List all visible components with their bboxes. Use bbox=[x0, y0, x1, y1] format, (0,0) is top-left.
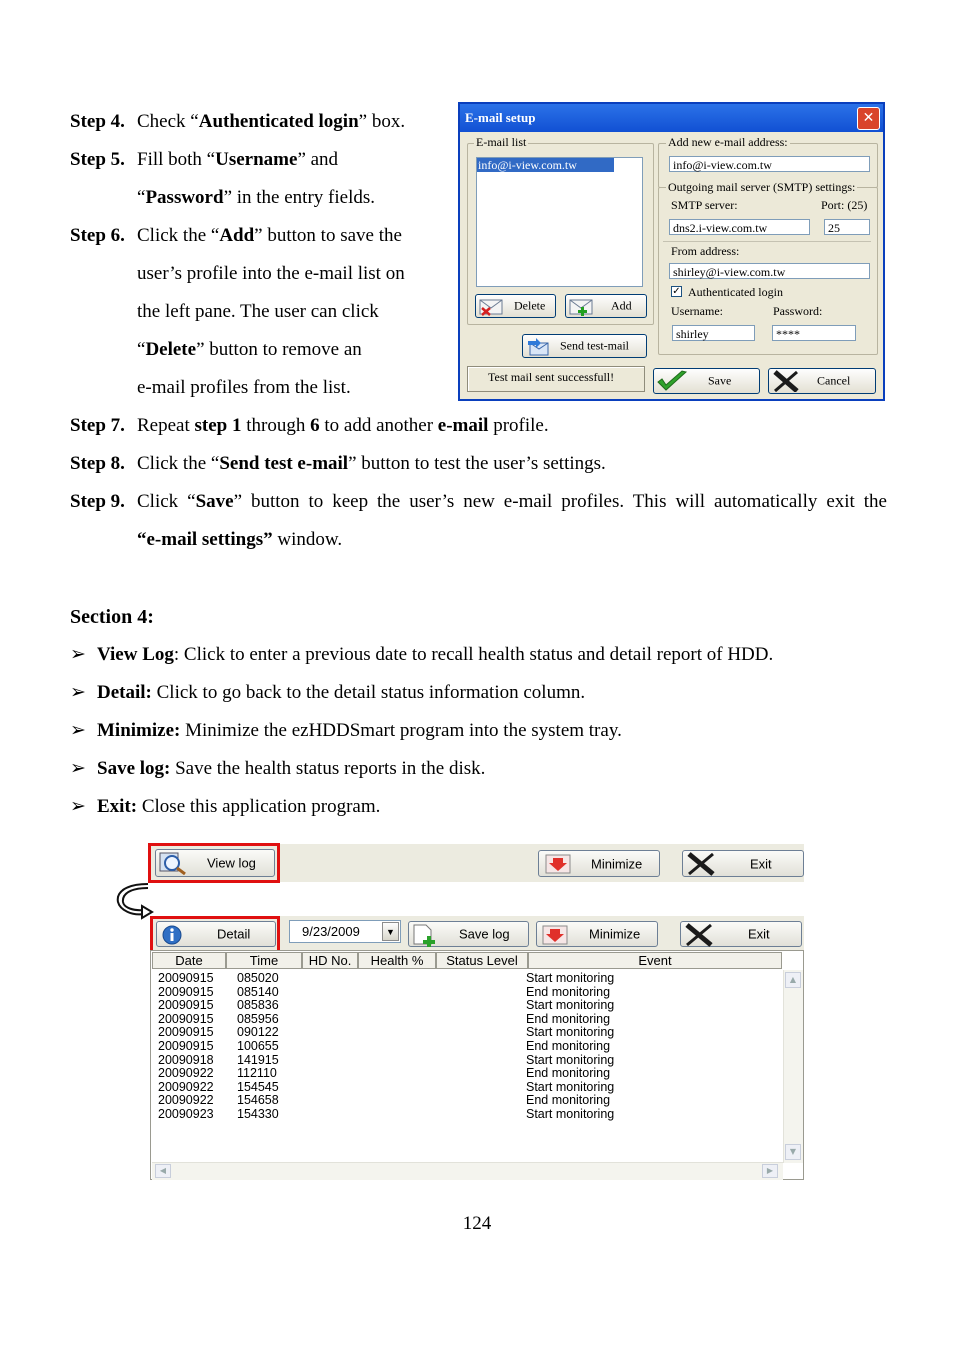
column-header-event[interactable]: Event bbox=[528, 952, 782, 969]
cell-date: 20090922 bbox=[158, 1066, 214, 1081]
cell-event: End monitoring bbox=[526, 1011, 611, 1026]
cell-date: 20090923 bbox=[158, 1107, 214, 1121]
cell-event: Start monitoring bbox=[526, 971, 615, 985]
divider bbox=[663, 241, 871, 242]
delete-button[interactable]: Delete bbox=[475, 294, 556, 318]
step-8: Step 8. Click the “Send test e-mail” button to test the user’s settings. bbox=[70, 453, 606, 474]
cell-date: 20090915 bbox=[158, 1039, 214, 1053]
cell-date: 20090915 bbox=[158, 998, 214, 1013]
cell-date: 20090915 bbox=[158, 1025, 214, 1040]
status-box: Test mail sent successfull! bbox=[467, 366, 645, 392]
step-6-line5: e-mail profiles from the list. bbox=[137, 377, 351, 398]
cell-time: 085956 bbox=[237, 1011, 279, 1026]
close-icon[interactable]: ✕ bbox=[857, 107, 880, 130]
cell-time: 112110 bbox=[237, 1066, 277, 1081]
from-address-field[interactable]: shirley@i-view.com.tw bbox=[669, 263, 870, 279]
step-9: Step 9. Click “Save” button to keep the user’s new e-mail profiles. This will automatically exit the bbox=[70, 491, 887, 512]
email-setup-dialog bbox=[458, 102, 885, 401]
smtp-server-label: SMTP server: bbox=[671, 198, 738, 212]
date-dropdown[interactable]: 9/23/2009 ▼ bbox=[289, 920, 401, 943]
save-button[interactable]: Save bbox=[653, 368, 760, 394]
password-field[interactable]: **** bbox=[772, 325, 856, 341]
cell-date: 20090918 bbox=[158, 1052, 214, 1067]
down-arrow-icon bbox=[545, 854, 571, 874]
cancel-button[interactable]: Cancel bbox=[768, 368, 876, 394]
bullet-exit: ➢ Exit: Close this application program. bbox=[70, 796, 381, 817]
cell-time: 100655 bbox=[237, 1039, 279, 1053]
cross-icon bbox=[683, 923, 715, 947]
cell-event: Start monitoring bbox=[526, 1052, 615, 1067]
vertical-scrollbar[interactable] bbox=[783, 970, 803, 1163]
scroll-left-icon[interactable]: ◀ bbox=[155, 1164, 171, 1178]
cell-event: Start monitoring bbox=[526, 1025, 615, 1040]
step-5-cont: “Password” in the entry fields. bbox=[137, 187, 375, 208]
horizontal-scrollbar[interactable] bbox=[152, 1162, 783, 1180]
cell-date: 20090915 bbox=[158, 984, 214, 999]
bullet-detail: ➢ Detail: Click to go back to the detail status information column. bbox=[70, 682, 586, 703]
view-log-button[interactable]: View log bbox=[155, 849, 275, 877]
step-6-line3: the left pane. The user can click bbox=[137, 301, 379, 322]
cell-time: 085020 bbox=[237, 971, 279, 985]
minimize-button[interactable]: Minimize bbox=[538, 850, 660, 877]
column-header-date[interactable]: Date bbox=[152, 952, 226, 969]
exit-button[interactable]: Exit bbox=[682, 850, 804, 877]
username-field[interactable]: shirley bbox=[672, 325, 755, 341]
envelope-add-icon bbox=[569, 298, 595, 316]
port-label: Port: (25) bbox=[821, 198, 868, 212]
cell-time: 154545 bbox=[237, 1079, 279, 1094]
cell-event: End monitoring bbox=[526, 984, 611, 999]
column-header-time[interactable]: Time bbox=[226, 952, 302, 969]
cell-event: End monitoring bbox=[526, 1039, 611, 1053]
email-list[interactable] bbox=[476, 157, 643, 287]
column-header-hd-no[interactable]: HD No. bbox=[302, 952, 358, 969]
cell-event: Start monitoring bbox=[526, 1107, 615, 1121]
scroll-up-icon[interactable]: ▲ bbox=[785, 972, 801, 988]
cross-icon bbox=[771, 370, 803, 392]
step-5: Step 5. Fill both “Username” and bbox=[70, 149, 339, 170]
smtp-group-label: Outgoing mail server (SMTP) settings: bbox=[668, 180, 856, 194]
authenticated-login-checkbox[interactable]: ✓ bbox=[672, 286, 681, 297]
send-test-mail-button[interactable]: Send test-mail bbox=[522, 334, 647, 358]
section-title: Section 4: bbox=[70, 606, 154, 628]
bullet-view-log: ➢ View Log: Click to enter a previous date to recall health status and detail report of HDD. bbox=[70, 644, 774, 665]
cell-time: 090122 bbox=[237, 1025, 279, 1040]
cell-date: 20090922 bbox=[158, 1093, 214, 1108]
cross-icon bbox=[685, 852, 717, 876]
page-number: 124 bbox=[462, 1213, 492, 1234]
from-address-label: From address: bbox=[671, 244, 740, 258]
bullet-save-log: ➢ Save log: Save the health status reports in the disk. bbox=[70, 758, 486, 779]
cell-event: Start monitoring bbox=[526, 998, 615, 1013]
down-arrow-icon bbox=[542, 925, 568, 945]
list-item[interactable]: info@i-view.com.tw bbox=[477, 158, 614, 172]
arrow-bullet-icon: ➢ bbox=[70, 644, 86, 665]
save-log-button[interactable]: Save log bbox=[408, 921, 529, 947]
bullet-minimize: ➢ Minimize: Minimize the ezHDDSmart program into the system tray. bbox=[70, 720, 622, 741]
step-9-cont: “e-mail settings” window. bbox=[137, 529, 343, 550]
cell-time: 085140 bbox=[237, 984, 279, 999]
arrow-bullet-icon: ➢ bbox=[70, 796, 86, 817]
step-6: Step 6. Click the “Add” button to save the bbox=[70, 225, 402, 246]
chevron-down-icon[interactable]: ▼ bbox=[382, 922, 399, 941]
detail-button[interactable]: Detail bbox=[156, 921, 276, 947]
scroll-down-icon[interactable]: ▼ bbox=[785, 1144, 801, 1160]
add-button[interactable]: Add bbox=[565, 294, 647, 318]
smtp-server-field[interactable]: dns2.i-view.com.tw bbox=[669, 219, 810, 235]
envelope-delete-icon bbox=[479, 298, 505, 316]
arrow-bullet-icon: ➢ bbox=[70, 758, 86, 779]
exit-button-2[interactable]: Exit bbox=[680, 921, 802, 947]
cell-date: 20090915 bbox=[158, 1011, 214, 1026]
step-6-line2: user’s profile into the e-mail list on bbox=[137, 263, 405, 284]
highlight-box bbox=[148, 843, 280, 883]
dialog-title: E-mail setup bbox=[465, 110, 536, 125]
cell-event: End monitoring bbox=[526, 1066, 611, 1081]
step-6-line4: “Delete” button to remove an bbox=[137, 339, 362, 360]
save-document-icon bbox=[411, 923, 441, 947]
email-list-label: E-mail list bbox=[476, 135, 527, 149]
add-new-label: Add new e-mail address: bbox=[668, 135, 788, 149]
cell-date: 20090922 bbox=[158, 1079, 214, 1094]
arrow-bullet-icon: ➢ bbox=[70, 682, 86, 703]
step-7: Step 7. Repeat step 1 through 6 to add another e-mail profile. bbox=[70, 415, 549, 436]
cell-time: 141915 bbox=[237, 1052, 279, 1067]
username-label: Username: bbox=[671, 304, 723, 318]
checkmark-icon bbox=[656, 370, 688, 392]
step-4: Step 4. Check “Authenticated login” box. bbox=[70, 111, 406, 132]
cell-event: End monitoring bbox=[526, 1093, 611, 1108]
authenticated-login-label: Authenticated login bbox=[688, 285, 783, 299]
column-header-status-level[interactable]: Status Level bbox=[436, 952, 528, 969]
dialog-titlebar bbox=[460, 104, 883, 132]
add-new-email-field[interactable]: info@i-view.com.tw bbox=[669, 156, 870, 172]
cell-time: 085836 bbox=[237, 998, 279, 1013]
password-label: Password: bbox=[773, 304, 823, 318]
cell-event: Start monitoring bbox=[526, 1079, 615, 1094]
cell-time: 154658 bbox=[237, 1093, 279, 1108]
send-mail-icon bbox=[526, 337, 552, 357]
port-field[interactable]: 25 bbox=[824, 219, 870, 235]
cell-time: 154330 bbox=[237, 1107, 279, 1121]
column-header-health[interactable]: Health % bbox=[358, 952, 436, 969]
arrow-bullet-icon: ➢ bbox=[70, 720, 86, 741]
cell-date: 20090915 bbox=[158, 971, 214, 985]
scroll-right-icon[interactable]: ▶ bbox=[762, 1164, 778, 1178]
minimize-button-2[interactable]: Minimize bbox=[536, 921, 658, 947]
